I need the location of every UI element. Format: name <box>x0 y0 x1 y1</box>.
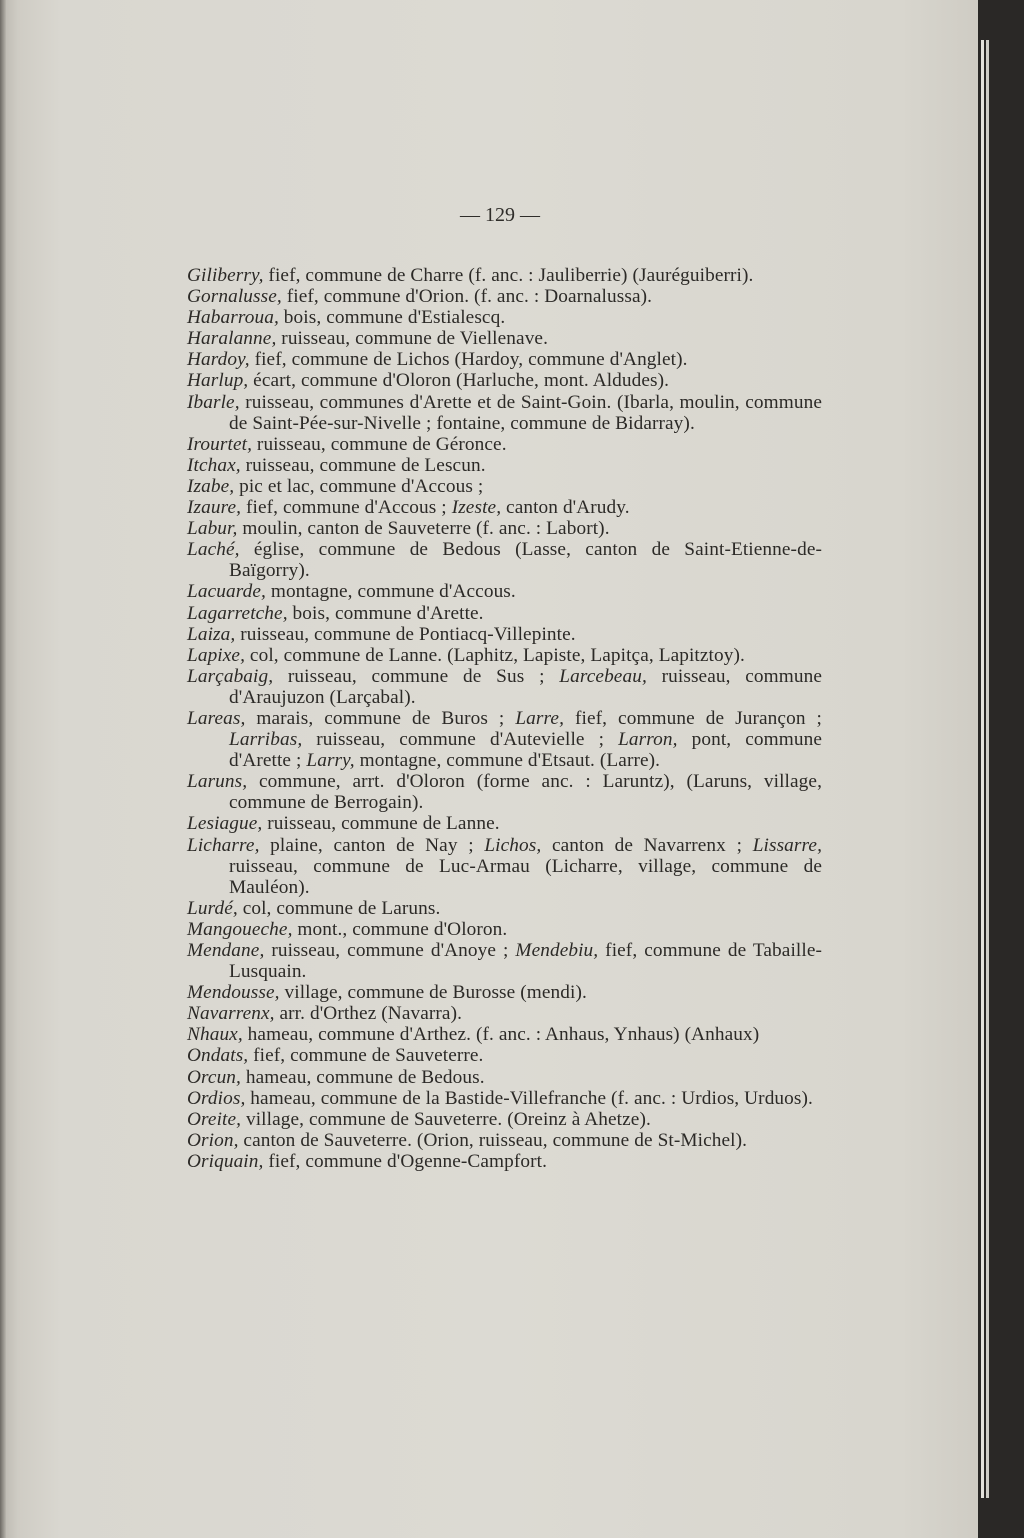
entry-text: marais, commune de Buros ; <box>245 707 516 729</box>
entry <box>187 645 822 666</box>
entry-text: plaine, canton de Nay ; <box>259 834 485 856</box>
entry-headword: Orcun, <box>187 1066 241 1088</box>
entry-text: hameau, commune de la Bastide-Villefranche (f. anc. : Urdios, Urduos). <box>245 1087 813 1109</box>
entry <box>187 771 822 813</box>
entry-text: col, commune de Laruns. <box>237 897 441 919</box>
entry <box>187 286 822 307</box>
entry-text: ruisseau, commune d'Autevielle ; <box>302 729 619 751</box>
entry-headword: Izaure, <box>187 497 242 519</box>
entry <box>187 940 822 982</box>
entry-text: ruisseau, commune d'Anoye ; <box>264 940 516 961</box>
entry <box>187 1109 822 1130</box>
entry-text: canton d'Arudy. <box>501 497 630 519</box>
gazetteer-entries <box>187 265 822 1172</box>
entry-text: ruisseau, commune de Lanne. <box>262 813 500 835</box>
entry-headword: Lissarre, <box>752 834 822 856</box>
entry-headword: Navarrenx, <box>187 1003 275 1025</box>
entry-text: bois, commune d'Estialescq. <box>278 307 506 329</box>
entry-text: ruisseau, communes d'Arette et de Saint-Goin. (Ibarla, moulin, commune de Saint-Pée-sur-Nivelle ; fontaine, commune de Bidarray). <box>229 391 822 434</box>
entry-text: ruisseau, commune de Lescun. <box>240 454 486 476</box>
entry-headword: Nhaux, <box>187 1024 243 1046</box>
entry-text: ruisseau, commune de Sus ; <box>273 665 560 687</box>
entry <box>187 603 822 624</box>
entry-text: fief, commune de Tabaille-Lusquain. <box>229 940 822 983</box>
entry <box>187 624 822 645</box>
entry-text: pic et lac, commune d'Accous ; <box>234 475 484 497</box>
entry <box>187 392 822 434</box>
entry-text: canton de Navarrenx ; <box>541 834 753 856</box>
entry-headword: Itchax, <box>187 454 241 476</box>
entry-text: fief, commune de Jurançon ; <box>564 707 822 729</box>
page-number: — 129 — <box>460 204 540 226</box>
entry-text: ruisseau, commune de Viellenave. <box>276 328 549 350</box>
entry <box>187 539 822 581</box>
entry <box>187 434 822 455</box>
entry-headword: Lurdé, <box>187 897 238 919</box>
entry-headword: Lichos, <box>484 834 542 856</box>
entry-headword: Labur, <box>187 518 238 540</box>
entry-headword: Ondats, <box>187 1045 249 1067</box>
entry <box>187 919 822 940</box>
entry-headword: Harlup, <box>187 370 249 392</box>
entry <box>187 813 822 834</box>
entry <box>187 455 822 476</box>
entry-headword: Larribas, <box>229 729 303 751</box>
entry-text: fief, commune de Lichos (Hardoy, commune d'Anglet). <box>249 349 688 371</box>
entry-text: moulin, canton de Sauveterre (f. anc. : Labort). <box>237 518 610 540</box>
entry-headword: Mangoueche, <box>187 918 293 940</box>
entry-headword: Giliberry, <box>187 265 264 286</box>
page-edge <box>986 40 989 1498</box>
entry-headword: Larçabaig, <box>187 665 274 687</box>
entry-headword: Mendane, <box>187 940 265 961</box>
entry <box>187 1088 822 1109</box>
entry-text: pont, commune d'Arette ; <box>229 729 822 772</box>
entry-text: ruisseau, commune de Géronce. <box>252 433 507 455</box>
entry <box>187 349 822 370</box>
entry-headword: Izeste, <box>451 497 502 519</box>
entry <box>187 265 822 286</box>
entry-text: écart, commune d'Oloron (Harluche, mont. Aldudes). <box>248 370 670 392</box>
entry-text: arr. d'Orthez (Navarra). <box>274 1003 463 1025</box>
entry-headword: Laché, <box>187 539 240 561</box>
entry <box>187 307 822 328</box>
entry <box>187 708 822 771</box>
entry-headword: Hardoy, <box>187 349 250 371</box>
entry <box>187 476 822 497</box>
entry-headword: Mendebiu, <box>515 940 599 961</box>
entry-text: ruisseau, commune de Pontiacq-Villepinte. <box>235 623 576 645</box>
entry-text: mont., commune d'Oloron. <box>292 918 508 940</box>
entry-headword: Lagarretche, <box>187 602 288 624</box>
entry-headword: Oreite, <box>187 1108 242 1130</box>
entry <box>187 1130 822 1151</box>
entry-headword: Laiza, <box>187 623 236 645</box>
entry <box>187 497 822 518</box>
entry-text: fief, commune d'Orion. (f. anc. : Doarnalussa). <box>281 286 653 308</box>
entry-headword: Ibarle, <box>187 391 240 413</box>
entry-headword: Lareas, <box>187 707 246 729</box>
entry-headword: Ordios, <box>187 1087 246 1109</box>
entry-headword: Laruns, <box>187 771 248 793</box>
entry-text: fief, commune d'Accous ; <box>241 497 452 519</box>
entry-text: col, commune de Lanne. (Laphitz, Lapiste, Lapitça, Lapitztoy). <box>245 644 745 666</box>
entry-text: village, commune de Sauveterre. (Oreinz à Ahetze). <box>241 1108 651 1130</box>
entry <box>187 898 822 919</box>
entry-headword: Izabe, <box>187 475 235 497</box>
entry <box>187 982 822 1003</box>
entry-headword: Oriquain, <box>187 1150 264 1172</box>
entry-headword: Larre, <box>515 707 564 729</box>
page-edge <box>981 40 984 1498</box>
entry <box>187 581 822 602</box>
entry-headword: Gornalusse, <box>187 286 282 308</box>
entry <box>187 1024 822 1045</box>
entry-headword: Larcebeau, <box>559 665 647 687</box>
page-gutter-shadow <box>0 0 6 1538</box>
entry-text: ruisseau, commune d'Araujuzon (Larçabal). <box>229 665 822 708</box>
entry <box>187 835 822 898</box>
entry-headword: Haralanne, <box>187 328 277 350</box>
entry-text: hameau, commune d'Arthez. (f. anc. : Anhaus, Ynhaus) (Anhaux) <box>242 1024 760 1046</box>
entry <box>187 1003 822 1024</box>
entry-text: hameau, commune de Bedous. <box>240 1066 485 1088</box>
entry-text: commune, arrt. d'Oloron (forme anc. : Laruntz), (Laruns, village, commune de Berrogain). <box>229 771 822 814</box>
entry-text: église, commune de Bedous (Lasse, canton de Saint-Etienne-de-Baïgorry). <box>229 539 822 582</box>
entry-text: montagne, commune d'Accous. <box>265 581 516 603</box>
entry <box>187 1151 822 1172</box>
entry-text: ruisseau, commune de Luc-Armau (Licharre, village, commune de Mauléon). <box>229 855 822 898</box>
entry-text: fief, commune d'Ogenne-Campfort. <box>263 1150 548 1172</box>
entry-text: bois, commune d'Arette. <box>287 602 484 624</box>
entry-headword: Licharre, <box>187 834 260 856</box>
entry-headword: Irourtet, <box>187 433 252 455</box>
entry-headword: Larry, <box>306 750 355 772</box>
entry-headword: Larron, <box>618 729 678 751</box>
entry <box>187 370 822 391</box>
entry <box>187 1067 822 1088</box>
entry-headword: Lapixe, <box>187 644 245 666</box>
entry-headword: Habarroua, <box>187 307 279 329</box>
entry-headword: Lesiague, <box>187 813 263 835</box>
entry-text: canton de Sauveterre. (Orion, ruisseau, commune de St-Michel). <box>238 1129 748 1151</box>
entry <box>187 1045 822 1066</box>
entry <box>187 518 822 539</box>
entry <box>187 666 822 708</box>
entry-headword: Orion, <box>187 1129 239 1151</box>
entry-headword: Mendousse, <box>187 982 280 1004</box>
entry <box>187 328 822 349</box>
entry-text: montagne, commune d'Etsaut. (Larre). <box>354 750 661 772</box>
entry-text: fief, commune de Charre (f. anc. : Jauliberrie) (Jauréguiberri). <box>263 265 754 286</box>
entry-text: village, commune de Burosse (mendi). <box>279 982 587 1004</box>
entry-headword: Lacuarde, <box>187 581 266 603</box>
entry-text: fief, commune de Sauveterre. <box>248 1045 484 1067</box>
